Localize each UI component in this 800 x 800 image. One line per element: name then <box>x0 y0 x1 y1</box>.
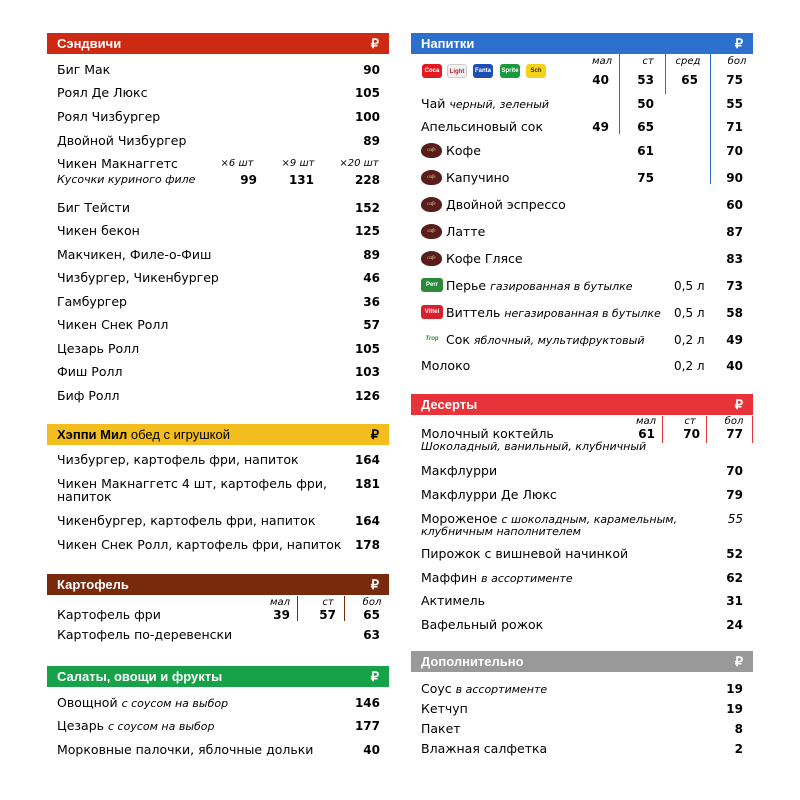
item-name: Апельсиновый сок <box>421 119 543 134</box>
item-price: 60 <box>726 198 743 212</box>
item-note: Шоколадный, ванильный, клубничный <box>421 440 647 453</box>
tropicana-logo-icon: Trop <box>421 332 443 346</box>
fanta-logo-icon: Fanta <box>473 64 493 78</box>
section-header-fries <box>47 574 389 595</box>
item-price: 105 <box>354 86 380 100</box>
item-price: 57 <box>319 608 336 622</box>
section-header-drinks <box>411 33 753 54</box>
item-note: негазированная в бутылке <box>504 307 661 320</box>
size-label: ст <box>322 597 334 608</box>
item-price: 89 <box>363 134 380 148</box>
currency-symbol: ₽ <box>734 397 743 412</box>
size-label: мал <box>269 597 291 608</box>
item-price: 62 <box>726 571 743 585</box>
section-subtitle: обед с игрушкой <box>130 427 230 442</box>
item-price: 75 <box>726 73 743 87</box>
size-label: мал <box>591 56 613 67</box>
item-price: 131 <box>288 173 314 187</box>
item-name: Макчикен, Филе-о-Фиш <box>57 247 212 262</box>
item-name: Морковные палочки, яблочные дольки <box>57 742 314 757</box>
item-price: 63 <box>363 628 380 642</box>
item-price: 58 <box>726 306 743 320</box>
item-note: с соусом на выбор <box>108 720 215 733</box>
item-name: Двойной Чизбургер <box>57 133 187 148</box>
size-label: бол <box>362 597 382 608</box>
item-name: Макфлурри Де Люкс <box>421 487 557 502</box>
item-price: 164 <box>354 453 380 467</box>
section-title: Сэндвичи <box>57 36 122 51</box>
section-title: Хэппи Мил <box>57 427 128 442</box>
item-note-continued: клубничным наполнителем <box>421 525 581 538</box>
item-price: 87 <box>726 225 743 239</box>
item-price: 105 <box>354 342 380 356</box>
item-name: Капучино <box>446 170 510 185</box>
item-note: черный, зеленый <box>449 98 550 111</box>
item-name: Цезарь Ролл <box>57 341 140 356</box>
item-note: с соусом на выбор <box>121 697 229 710</box>
item-name: Влажная салфетка <box>421 741 548 756</box>
item-name: Пакет <box>421 721 461 736</box>
coffee-cup-icon: cafe <box>421 197 442 212</box>
item-price: 71 <box>726 120 743 134</box>
item-price: 89 <box>363 248 380 262</box>
item-volume: 0,2 л <box>674 333 705 347</box>
item-price: 55 <box>726 97 743 111</box>
item-price: 90 <box>726 171 743 185</box>
item-name: Биг Мак <box>57 62 111 77</box>
item-name: Кофе <box>446 143 481 158</box>
item-price: 75 <box>637 171 654 185</box>
currency-symbol: ₽ <box>370 669 379 684</box>
item-note: газированная в бутылке <box>490 280 633 293</box>
item-name: Двойной эспрессо <box>446 197 566 212</box>
item-price: 36 <box>363 295 380 309</box>
item-note: в ассортименте <box>481 572 573 585</box>
item-name: Чай <box>421 96 446 111</box>
section-title: Салаты, овощи и фрукты <box>57 669 223 684</box>
schweppes-logo-icon: Sch <box>526 64 546 78</box>
section-header-desserts <box>411 394 753 415</box>
item-name: Роял Де Люкс <box>57 85 148 100</box>
currency-symbol: ₽ <box>734 654 743 669</box>
item-name: Чизбургер, Чикенбургер <box>57 270 219 285</box>
item-price: 65 <box>363 608 380 622</box>
item-price: 49 <box>592 120 609 134</box>
item-price: 40 <box>363 743 380 757</box>
item-price: 19 <box>726 702 743 716</box>
item-name: Чикен Снек Ролл <box>57 317 169 332</box>
size-label: бол <box>727 56 747 67</box>
item-name: Овощной <box>57 695 118 710</box>
item-price: 40 <box>592 73 609 87</box>
item-name: Перье <box>446 278 487 293</box>
vittel-logo-icon: Vittel <box>421 305 443 319</box>
size-label: ст <box>642 56 654 67</box>
section-title: Десерты <box>421 397 478 412</box>
item-name: Чикенбургер, картофель фри, напиток <box>57 513 316 528</box>
item-volume: 0,5 л <box>674 279 705 293</box>
size-label: ×9 шт <box>281 158 315 169</box>
item-note: с шоколадным, карамельным, <box>501 513 678 526</box>
coffee-cup-icon: cafe <box>421 251 442 266</box>
size-label: бол <box>724 416 744 427</box>
item-name: Биг Тейсти <box>57 200 130 215</box>
item-name: Чикен Макнаггетс <box>57 156 178 171</box>
item-price: 177 <box>354 719 380 733</box>
item-price: 39 <box>273 608 290 622</box>
item-name: Чизбургер, картофель фри, напиток <box>57 452 299 467</box>
item-price: 61 <box>638 427 655 441</box>
item-name: Картофель по-деревенски <box>57 627 233 642</box>
item-name: Молоко <box>421 358 471 373</box>
item-name: Картофель фри <box>57 607 161 622</box>
item-name: Актимель <box>421 593 485 608</box>
item-name: Соус <box>421 681 452 696</box>
item-price: 178 <box>354 538 380 552</box>
item-price: 103 <box>354 365 380 379</box>
item-name-continued: напиток <box>57 489 112 504</box>
item-name: Виттель <box>446 305 501 320</box>
item-volume: 0,2 л <box>674 359 705 373</box>
currency-symbol: ₽ <box>734 36 743 51</box>
section-title: Напитки <box>421 36 475 51</box>
currency-symbol: ₽ <box>370 36 379 51</box>
coffee-cup-icon: cafe <box>421 224 442 239</box>
item-price: 83 <box>726 252 743 266</box>
currency-symbol: ₽ <box>370 427 379 442</box>
item-price: 8 <box>734 722 743 736</box>
currency-symbol: ₽ <box>370 577 379 592</box>
item-name: Чикен Снек Ролл, картофель фри, напиток <box>57 537 342 552</box>
coffee-cup-icon: cafe <box>421 170 442 185</box>
item-name: Мороженое <box>421 511 498 526</box>
item-price: 55 <box>727 512 743 526</box>
item-name: Вафельный рожок <box>421 617 544 632</box>
item-price: 24 <box>726 618 743 632</box>
item-price: 125 <box>354 224 380 238</box>
item-price: 40 <box>726 359 743 373</box>
item-price: 77 <box>726 427 743 441</box>
item-name: Биф Ролл <box>57 388 120 403</box>
item-name: Маффин <box>421 570 478 585</box>
item-price: 46 <box>363 271 380 285</box>
item-name: Пирожок с вишневой начинкой <box>421 546 629 561</box>
coca-cola-light-logo-icon: Light <box>447 64 467 78</box>
item-name: Кофе Глясе <box>446 251 523 266</box>
item-price: 79 <box>726 488 743 502</box>
size-label: мал <box>635 416 657 427</box>
item-price: 61 <box>637 144 654 158</box>
item-name: Кетчуп <box>421 701 468 716</box>
coffee-cup-icon: cafe <box>421 143 442 158</box>
size-label: ×6 шт <box>220 158 254 169</box>
section-title: Картофель <box>57 577 129 592</box>
item-price: 70 <box>726 464 743 478</box>
item-note: в ассортименте <box>455 683 548 696</box>
item-name: Фиш Ролл <box>57 364 123 379</box>
item-price: 31 <box>726 594 743 608</box>
section-header-sandwiches <box>47 33 389 54</box>
item-price: 49 <box>726 333 743 347</box>
item-name: Цезарь <box>57 718 105 733</box>
item-price: 181 <box>354 477 380 491</box>
size-label: ×20 шт <box>339 158 379 169</box>
item-price: 152 <box>354 201 380 215</box>
section-header-extras <box>411 651 753 672</box>
item-price: 65 <box>637 120 654 134</box>
item-price: 126 <box>354 389 380 403</box>
item-price: 52 <box>726 547 743 561</box>
item-price: 228 <box>354 173 380 187</box>
item-price: 99 <box>240 173 257 187</box>
coca-cola-logo-icon: Coca <box>422 64 442 78</box>
item-name: Гамбургер <box>57 294 127 309</box>
item-name: Роял Чизбургер <box>57 109 161 124</box>
item-name: Сок <box>446 332 470 347</box>
item-name: Чикен Макнаггетс 4 шт, картофель фри, <box>57 476 327 491</box>
item-price: 164 <box>354 514 380 528</box>
size-label: сред <box>675 56 701 67</box>
item-price: 2 <box>734 742 743 756</box>
item-price: 19 <box>726 682 743 696</box>
item-price: 70 <box>683 427 700 441</box>
item-note: Кусочки куриного филе <box>57 173 196 186</box>
item-price: 73 <box>726 279 743 293</box>
item-price: 100 <box>354 110 380 124</box>
item-name: Макфлурри <box>421 463 498 478</box>
item-name: Латте <box>446 224 486 239</box>
item-price: 90 <box>363 63 380 77</box>
item-name: Молочный коктейль <box>421 426 554 441</box>
item-name: Чикен бекон <box>57 223 140 238</box>
item-volume: 0,5 л <box>674 306 705 320</box>
perrier-logo-icon: Perr <box>421 278 443 292</box>
item-price: 146 <box>354 696 380 710</box>
size-label: ст <box>684 416 696 427</box>
section-header-happy-meal <box>47 424 389 445</box>
item-note: яблочный, мультифруктовый <box>473 334 645 347</box>
section-header-salads <box>47 666 389 687</box>
item-price: 57 <box>363 318 380 332</box>
item-price: 65 <box>681 73 698 87</box>
section-title: Дополнительно <box>421 654 524 669</box>
item-price: 50 <box>637 97 654 111</box>
item-price: 70 <box>726 144 743 158</box>
item-price: 53 <box>637 73 654 87</box>
sprite-logo-icon: Sprite <box>500 64 520 78</box>
